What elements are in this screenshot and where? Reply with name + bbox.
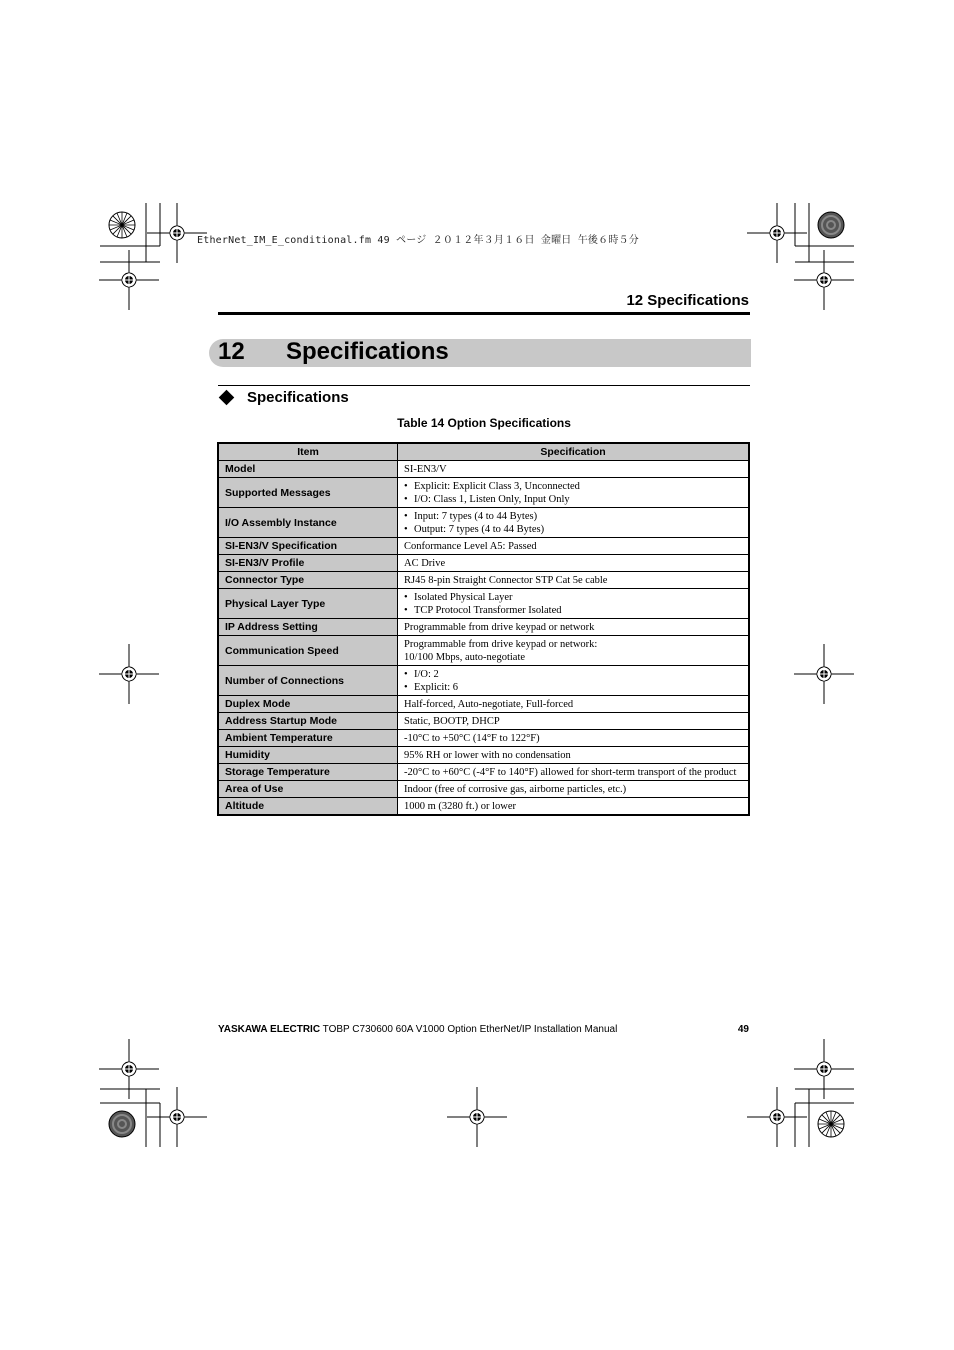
spec-line: Half-forced, Auto-negotiate, Full-forced [404,698,574,710]
row-specification [398,461,750,478]
row-item-label: Connector Type [218,572,398,589]
column-header-specification: Specification [398,443,750,461]
spec-bullet-list [404,510,742,536]
row-item-label: Supported Messages [218,478,398,508]
spec-bullet-item: • Isolated Physical Layer [404,591,742,604]
row-specification [398,798,750,816]
page-number: 49 [737,1024,749,1035]
table-header-row [218,443,749,461]
table-row [218,747,749,764]
footer-text: TOBP C730600 60A V1000 Option EtherNet/IP Installation Manual [320,1024,618,1035]
spec-line: Programmable from drive keypad or network [404,621,595,633]
row-specification [398,478,750,508]
spec-line: Indoor (free of corrosive gas, airborne particles, etc.) [404,783,627,795]
footer-brand: YASKAWA ELECTRIC [218,1024,321,1035]
row-specification [398,508,750,538]
chapter-title: Specifications [286,338,449,365]
footer-manual-title [218,1024,617,1035]
spec-line: SI-EN3/V [404,463,447,475]
row-specification [398,781,750,798]
table-row [218,478,749,508]
table-row [218,619,749,636]
chapter-number: 12 [218,338,245,365]
row-item-label: I/O Assembly Instance [218,508,398,538]
table-row [218,555,749,572]
spec-bullet-item: • Input: 7 types (4 to 44 Bytes) [404,510,742,523]
row-item-label: Area of Use [218,781,398,798]
table-row [218,589,749,619]
row-specification [398,730,750,747]
row-item-label: SI-EN3/V Profile [218,555,398,572]
spec-bullet-list [404,668,742,694]
spec-bullet-item: • TCP Protocol Transformer Isolated [404,604,742,617]
row-item-label: Storage Temperature [218,764,398,781]
spec-line: 95% RH or lower with no condensation [404,749,571,761]
spec-bullet-list [404,591,742,617]
row-specification [398,696,750,713]
table-row [218,636,749,666]
column-header-item: Item [218,443,398,461]
table-row [218,696,749,713]
table-row [218,572,749,589]
header-rule [218,312,750,315]
spec-line: Conformance Level A5: Passed [404,540,537,552]
spec-line: -20°C to +60°C (-4°F to 140°F) allowed for short-term transport of the product [404,766,737,778]
row-item-label: IP Address Setting [218,619,398,636]
table-row [218,713,749,730]
row-item-label: Model [218,461,398,478]
spec-line: 1000 m (3280 ft.) or lower [404,800,516,812]
spec-line: AC Drive [404,557,446,569]
spec-bullet-item: • Explicit: 6 [404,681,742,694]
row-specification [398,555,750,572]
table-row [218,730,749,747]
running-header: 12 Specifications [626,292,749,309]
table-row [218,508,749,538]
row-item-label: Altitude [218,798,398,816]
row-item-label: Communication Speed [218,636,398,666]
row-specification [398,636,750,666]
row-specification [398,666,750,696]
spec-bullet-item: • Output: 7 types (4 to 44 Bytes) [404,523,742,536]
table-row [218,538,749,555]
row-specification [398,619,750,636]
print-info-line: EtherNet_IM_E_conditional.fm 49 ページ ２０１２年３月１６日 金曜日 午後６時５分 [197,235,639,246]
row-item-label: Humidity [218,747,398,764]
spec-bullet-item: • Explicit: Explicit Class 3, Unconnected [404,480,742,493]
row-item-label: Address Startup Mode [218,713,398,730]
table-caption: Table 14 Option Specifications [397,416,571,430]
row-specification [398,747,750,764]
row-item-label: Ambient Temperature [218,730,398,747]
table-row [218,798,749,816]
table-row [218,764,749,781]
spec-bullet-list [404,480,742,506]
row-specification [398,713,750,730]
row-item-label: Duplex Mode [218,696,398,713]
row-specification [398,589,750,619]
section-title: Specifications [247,389,349,406]
spec-line: -10°C to +50°C (14°F to 122°F) [404,732,540,744]
row-specification [398,764,750,781]
spec-line: Static, BOOTP, DHCP [404,715,500,727]
section-rule [218,385,750,386]
table-row [218,781,749,798]
specifications-table [217,442,750,816]
row-item-label: Number of Connections [218,666,398,696]
spec-bullet-item: • I/O: Class 1, Listen Only, Input Only [404,493,742,506]
spec-line: RJ45 8-pin Straight Connector STP Cat 5e cable [404,574,608,586]
row-specification [398,538,750,555]
row-specification [398,572,750,589]
spec-bullet-item: • I/O: 2 [404,668,742,681]
row-item-label: Physical Layer Type [218,589,398,619]
table-row [218,461,749,478]
spec-line: 10/100 Mbps, auto-negotiate [404,651,526,663]
row-item-label: SI-EN3/V Specification [218,538,398,555]
table-row [218,666,749,696]
spec-line: Programmable from drive keypad or network: [404,638,598,650]
